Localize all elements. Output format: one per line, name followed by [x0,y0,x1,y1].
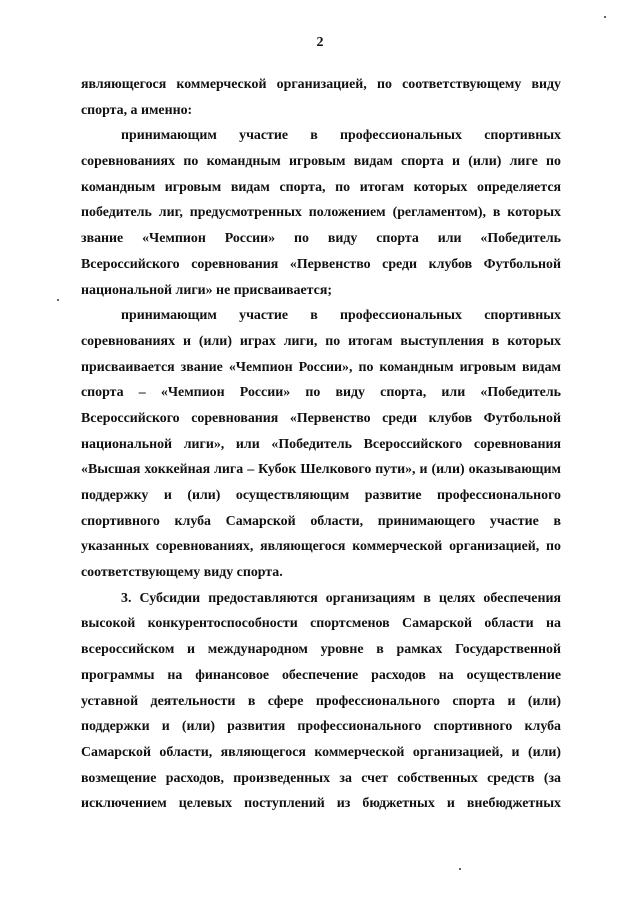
paragraph [81,303,561,586]
scan-speck [459,868,461,870]
text-line: присваивается звание «Чемпион России», по командным игровым видам [81,359,561,375]
text-line: национальной лиги», или «Победитель Всероссийского соревнования [81,436,561,452]
text-line: всероссийском и международном уровне в рамках Государственной [81,642,561,658]
text-line: 3. Субсидии предоставляются организациям в целях обеспечения [121,590,561,606]
text-line: принимающим участие в профессиональных спортивных [121,308,561,324]
text-line: уставной деятельности в сфере профессионального спорта и (или) [81,693,561,709]
paragraph [81,123,561,303]
text-line: национальной лиги» не присваивается; [81,282,332,298]
text-line: возмещение расходов, произведенных за счет собственных средств (за [81,770,561,786]
text-line: командным игровым видам спорта, по итогам которых определяется [81,179,561,195]
paragraph [81,72,561,123]
text-line: звание «Чемпион России» по виду спорта или «Победитель [81,231,561,247]
scan-speck [57,299,59,301]
text-line: соревнованиях по командным игровым видам спорта и (или) лиге по [81,154,561,170]
text-line: спорта – «Чемпион России» по виду спорта, или «Победитель [81,385,561,401]
text-line: спорта, а именно: [81,102,193,118]
text-line: Всероссийского соревнования «Первенство среди клубов Футбольной [81,410,561,426]
text-line: программы на финансовое обеспечение расходов на осуществление [81,667,561,683]
text-line: победитель лиг, предусмотренных положением (регламентом), в которых [81,205,561,221]
text-line: высокой конкурентоспособности спортсменов Самарской области на [81,616,561,632]
document-body [81,72,561,817]
text-line: соревнованиях и (или) играх лиги, по итогам выступления в которых [81,333,561,349]
text-line: принимающим участие в профессиональных спортивных [121,128,561,144]
paragraph [81,586,561,817]
text-line: являющегося коммерческой организацией, по соответствующему виду [81,77,561,92]
text-line: спортивного клуба Самарской области, принимающего участие в [81,513,561,529]
text-line: Всероссийского соревнования «Первенство среди клубов Футбольной [81,256,561,272]
text-line: исключением целевых поступлений из бюджетных и внебюджетных [81,796,561,812]
page-number: 2 [316,35,324,50]
text-line: указанных соревнованиях, являющегося коммерческой организацией, по [81,539,561,555]
text-line: Самарской области, являющегося коммерческой организацией, и (или) [81,744,561,760]
text-line: соответствующему виду спорта. [81,565,283,581]
text-line: поддержку и (или) осуществляющим развитие профессионального [81,488,561,503]
scan-speck [604,16,606,18]
text-line: поддержки и (или) развития профессионального спортивного клуба [81,719,561,735]
text-line: «Высшая хоккейная лига – Кубок Шелкового пути», и (или) оказывающим [81,462,561,478]
